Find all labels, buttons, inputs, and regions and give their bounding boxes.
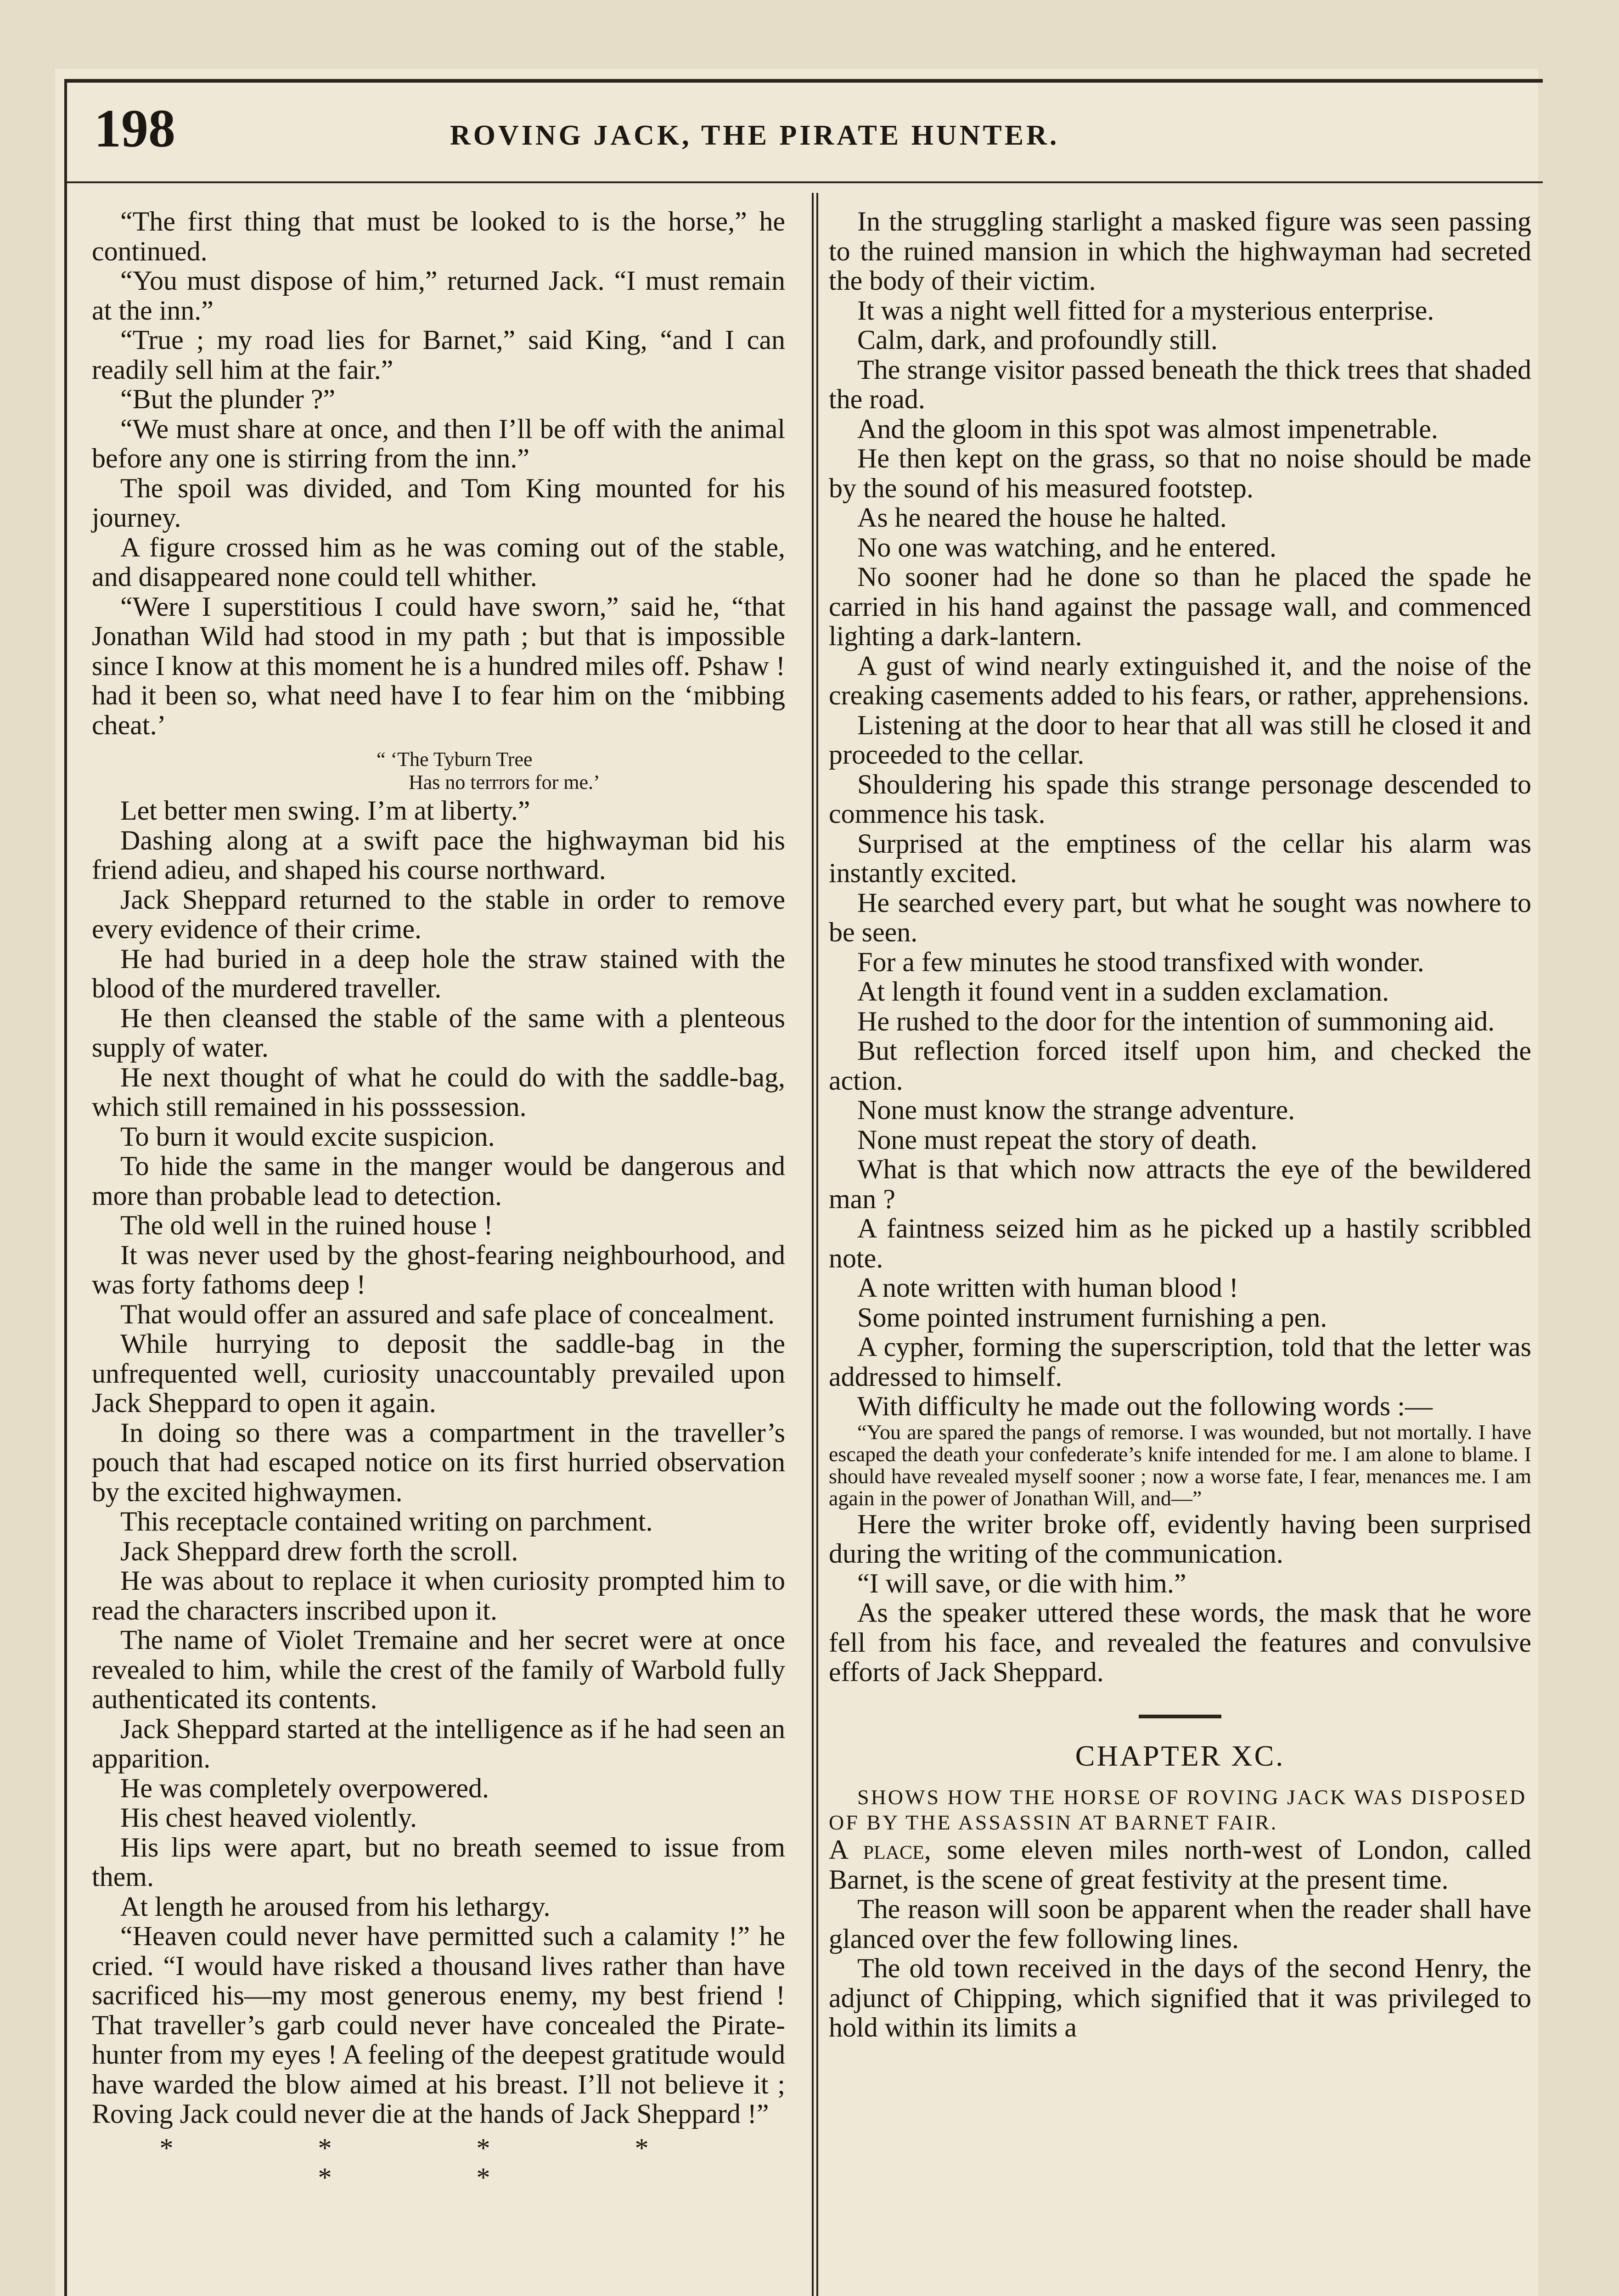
paragraph: To burn it would excite suspicion.	[120, 1121, 495, 1152]
chapter-opening-text: some eleven miles north-west of London, called Barnet, is the scene of great festivity at the present time.	[829, 1835, 1531, 1895]
paragraph: What is that which now attracts the eye of the bewildered man ?	[829, 1154, 1531, 1214]
paragraph: Listening at the door to hear that all was still he closed it and proceeded to the cellar.	[829, 709, 1531, 770]
paragraph: With difficulty he made out the following words :—	[857, 1391, 1433, 1421]
paragraph: The old town received in the days of the second Henry, the adjunct of Chipping, which signified that it was privileged to hold within its limits a	[829, 1953, 1531, 2043]
paragraph: Surprised at the emptiness of the cellar his alarm was instantly excited.	[829, 828, 1531, 888]
paragraph: In doing so there was a compartment in the traveller’s pouch that had escaped notice on its first hurried observation by the excited highwaymen.	[92, 1417, 785, 1507]
paragraph: The old well in the ruined house !	[120, 1210, 493, 1240]
chapter-opening-paragraph	[829, 1835, 1531, 1894]
paragraph: This receptacle contained writing on parchment.	[120, 1506, 653, 1536]
paragraph: Jack Sheppard started at the intelligence as if he had seen an apparition.	[92, 1713, 785, 1773]
paragraph: At length he aroused from his lethargy.	[120, 1891, 551, 1922]
chapter-divider	[1139, 1715, 1221, 1718]
paragraph: A note written with human blood !	[857, 1272, 1238, 1303]
paragraph: A gust of wind nearly extinguished it, and the noise of the creaking casements added to his fears, or rather, apprehensions.	[829, 650, 1531, 710]
paragraph: None must know the strange adventure.	[857, 1095, 1295, 1125]
paragraph: It was never used by the ghost-fearing neighbourhood, and was forty fathoms deep !	[92, 1239, 785, 1300]
left-column	[92, 207, 785, 2193]
paragraph: He had buried in a deep hole the straw stained with the blood of the murdered traveller.	[92, 943, 785, 1003]
paragraph: The strange visitor passed beneath the thick trees that shaded the road.	[829, 354, 1531, 414]
header-rule	[64, 181, 1543, 183]
top-rule	[64, 79, 1543, 83]
paragraph: “Heaven could never have permitted such a calamity !” he cried. “I would have risked a thousand lives rather than have sacrificed his—my most generous enemy, my best friend ! That traveller’s garb could never have concealed the Pirate-hunter from my eyes ! A feeling of the deepest gratitude would have warded the blow aimed at his breast. I’ll not believe it ; Roving Jack could never die at the hands of Jack Sheppard !”	[92, 1921, 785, 2129]
paragraph: Let better men swing. I’m at liberty.”	[120, 795, 530, 826]
paragraph: It was a night well fitted for a mysterious enterprise.	[857, 295, 1434, 326]
paragraph: A faintness seized him as he picked up a hastily scribbled note.	[829, 1213, 1531, 1273]
paragraph: “True ; my road lies for Barnet,” said King, “and I can readily sell him at the fair.”	[92, 325, 785, 385]
paragraph: While hurrying to deposit the saddle-bag in the unfrequented well, curiosity unaccountably prevailed upon Jack Sheppard to open it again.	[92, 1328, 785, 1418]
column-divider	[812, 193, 818, 2296]
left-rule	[64, 79, 67, 2296]
paragraph: Some pointed instrument furnishing a pen.	[857, 1302, 1327, 1333]
paragraph: A figure crossed him as he was coming out of the stable, and disappeared none could tell whither.	[92, 532, 785, 592]
chapter-title: CHAPTER XC.	[1075, 1739, 1285, 1772]
paragraph: He was about to replace it when curiosity prompted him to read the characters inscribed upon it.	[92, 1565, 785, 1626]
chapter-paragraphs	[829, 1894, 1531, 2043]
paragraph: That would offer an assured and safe place of concealment.	[120, 1299, 775, 1329]
paragraph: “But the plunder ?”	[120, 384, 336, 414]
verse-line: “ ‘The Tyburn Tree	[377, 748, 533, 771]
chapter-subtitle: SHOWS HOW THE HORSE OF ROVING JACK WAS DISPOSED OF BY THE ASSASSIN AT BARNET FAIR.	[829, 1785, 1527, 1834]
paragraph: He was completely overpowered.	[120, 1773, 489, 1803]
left-column-paragraphs-before-verse	[92, 207, 785, 740]
paragraph: As the speaker uttered these words, the mask that he wore fell from his face, and revealed the features and convulsive efforts of Jack Sheppard.	[829, 1598, 1531, 1687]
paragraph: “I will save, or die with him.”	[857, 1568, 1186, 1598]
paragraph: His chest heaved violently.	[120, 1802, 417, 1833]
paragraph: The reason will soon be apparent when the reader shall have glanced over the few following lines.	[829, 1894, 1531, 1954]
paragraph: As he neared the house he halted.	[857, 502, 1227, 533]
running-head: ROVING JACK, THE PIRATE HUNTER.	[450, 120, 1060, 151]
paragraph: He searched every part, but what he sought was nowhere to be seen.	[829, 887, 1531, 947]
page-number: 198	[94, 98, 175, 158]
paragraph: “You must dispose of him,” returned Jack. “I must remain at the inn.”	[92, 265, 785, 326]
paragraph: A cypher, forming the superscription, told that the letter was addressed to himself.	[829, 1332, 1531, 1392]
paragraph: And the gloom in this spot was almost impenetrable.	[857, 413, 1438, 444]
paragraph: In the struggling starlight a masked figure was seen passing to the ruined mansion in which the highwayman had secreted the body of their victim.	[829, 206, 1531, 296]
paragraph: His lips were apart, but no breath seemed to issue from them.	[92, 1832, 785, 1892]
paragraph: Dashing along at a swift pace the highwayman bid his friend adieu, and shaped his course northward.	[92, 825, 785, 885]
paragraph: At length it found vent in a sudden exclamation.	[857, 976, 1389, 1007]
paragraph: Here the writer broke off, evidently having been surprised during the writing of the communication.	[829, 1508, 1531, 1569]
paragraph: Jack Sheppard drew forth the scroll.	[120, 1536, 518, 1566]
section-break: * * * * * *	[159, 2133, 718, 2193]
paragraph: No sooner had he done so than he placed the spade he carried in his hand against the passage wall, and commenced lighting a dark-lantern.	[829, 562, 1531, 651]
paragraph: Shouldering his spade this strange personage descended to commence his task.	[829, 769, 1531, 829]
paragraph: The name of Violet Tremaine and her secret were at once revealed to him, while the crest of the family of Warbold fully authenticated its contents.	[92, 1625, 785, 1714]
paragraph: To hide the same in the manger would be dangerous and more than probable lead to detection.	[92, 1151, 785, 1211]
paragraph: No one was watching, and he entered.	[857, 532, 1277, 563]
chapter-opening-lead: A place,	[829, 1835, 931, 1865]
paragraph: He rushed to the door for the intention of summoning aid.	[857, 1006, 1495, 1036]
paragraph: “Were I superstitious I could have sworn,” said he, “that Jonathan Wild had stood in my path ; but that is impossible since I know at this moment he is a hundred miles off. Pshaw ! had it been so, what need have I to fear him on the ‘mibbing cheat.’	[92, 591, 785, 740]
paragraph: For a few minutes he stood transfixed with wonder.	[857, 946, 1424, 977]
paragraph: He then cleansed the stable of the same with a plenteous supply of water.	[92, 1002, 785, 1063]
paragraph: He then kept on the grass, so that no noise should be made by the sound of his measured footstep.	[829, 443, 1531, 503]
paragraph: He next thought of what he could do with the saddle-bag, which still remained in his posssession.	[92, 1062, 785, 1122]
paragraph: None must repeat the story of death.	[857, 1124, 1258, 1155]
right-column-paragraphs-after-letter	[829, 1509, 1531, 1687]
verse-quote	[377, 748, 785, 794]
right-column	[829, 207, 1531, 2043]
paragraph: But reflection forced itself upon him, and checked the action.	[829, 1035, 1531, 1096]
paragraph: Calm, dark, and profoundly still.	[857, 325, 1218, 355]
paragraph: The spoil was divided, and Tom King mounted for his journey.	[92, 473, 785, 533]
paragraph: “The first thing that must be looked to is the horse,” he continued.	[92, 206, 785, 266]
blood-letter: “You are spared the pangs of remorse. I was wounded, but not mortally. I have escaped the death your confederate’s knife intended for me. I am alone to blame. I should have revealed myself sooner ; now a worse fate, I fear, menances me. I am again in the power of Jonathan Will, and—”	[829, 1420, 1531, 1510]
paragraph: Jack Sheppard returned to the stable in order to remove every evidence of their crime.	[92, 884, 785, 944]
verse-line: Has no terrrors for me.’	[409, 771, 600, 793]
left-column-paragraphs-after-verse	[92, 796, 785, 2129]
paragraph: “We must share at once, and then I’ll be off with the animal before any one is stirring from the inn.”	[92, 413, 785, 473]
right-column-paragraphs-before-letter	[829, 207, 1531, 1421]
